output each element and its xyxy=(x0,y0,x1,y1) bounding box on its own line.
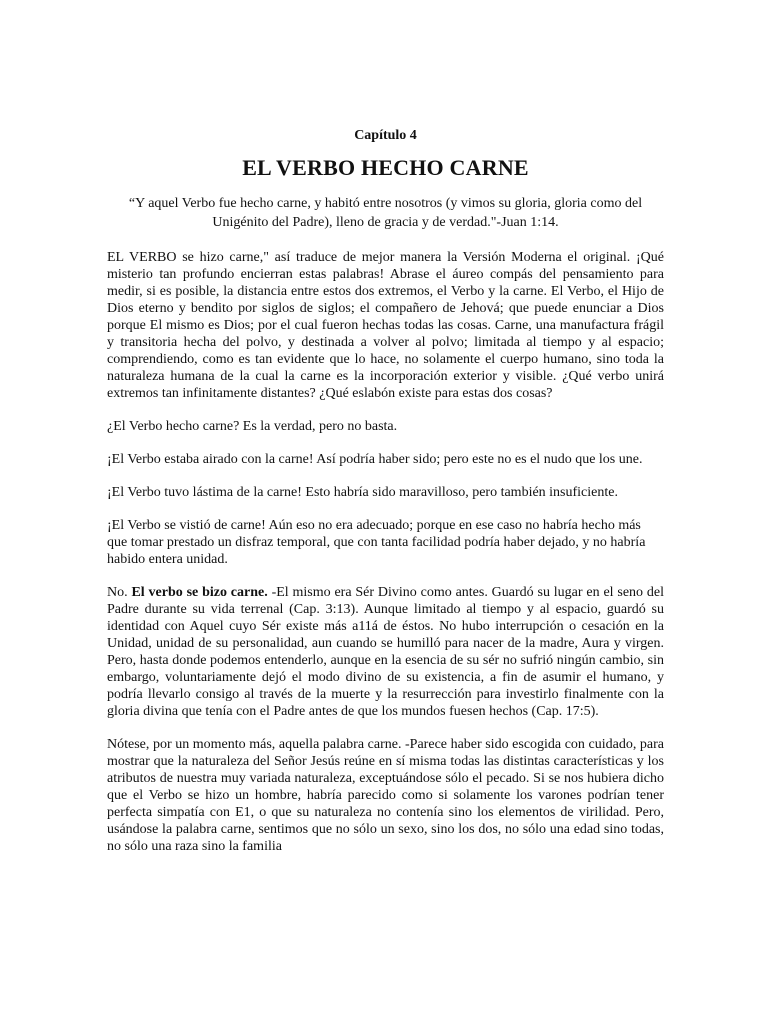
paragraph-6 xyxy=(107,584,664,720)
chapter-heading: Capítulo 4 xyxy=(354,128,417,143)
paragraph-5: ¡El Verbo se vistió de carne! Aún eso no era adecuado; porque en ese caso no habría hecho más que tomar prestado un disfraz temporal, que con tanta facilidad podría haber dejado, y no habría habido entera unidad. xyxy=(107,518,646,567)
paragraph-2: ¿El Verbo hecho carne? Es la verdad, pero no basta. xyxy=(107,419,398,434)
paragraph-6-rest: -El mismo era Sér Divino como antes. Guardó su lugar en el seno del Padre durante su vida terrenal (Cap. 3:13). Aunque limitado al tiempo y al espacio, guardó su identidad con Aquel cuyo Sér existe más a11á de éstos. No hubo interrupción o cesación en la Unidad, unidad de su personalidad, aun cuando se humilló para nacer de la madre, Aura y virgen. Pero, hasta donde podemos entenderlo, aunque en la esencia de su sér no sufrió ningún cambio, sin embargo, voluntariamente dejó el modo divino de su existencia, a fin de asumir el humano, y podría llevarlo consigo al través de la muerte y la resurrección para investirlo finalmente con la gloria divina que tenía con el Padre antes de que los mundos fuesen hechos (Cap. 17:5). xyxy=(107,585,664,719)
paragraph-6-bold: El verbo se bizo carne. xyxy=(131,585,268,600)
epigraph-quote: “Y aquel Verbo fue hecho carne, y habitó entre nosotros (y vimos su gloria, gloria como del Unigénito del Padre), lleno de gracia y de verdad."-Juan 1:14. xyxy=(128,196,643,230)
paragraph-3: ¡El Verbo estaba airado con la carne! Así podría haber sido; pero este no es el nudo que los une. xyxy=(107,452,643,467)
paragraph-6-lead: No. xyxy=(107,585,132,600)
paragraph-4: ¡El Verbo tuvo lástima de la carne! Esto habría sido maravilloso, pero también insuficiente. xyxy=(107,485,618,500)
paragraph-1: EL VERBO se hizo carne," así traduce de mejor manera la Versión Moderna el original. ¡Qué misterio tan profundo encierran estas palabras! Abrase el áureo compás del pensamiento para medir, si es posible, la distancia entre estos dos extremos, el Verbo y la carne. El Verbo, el Hijo de Dios eterno y bendito por siglos de siglos; el compañero de Jehová; que puede enunciar a Dios porque El mismo es Dios; por el cual fueron hechas todas las cosas. Carne, una manufactura frágil y transitoria hecha del polvo, y destinada a volver al polvo; limitada al tiempo y al espacio; comprendiendo, como es tan evidente que lo hace, no solamente el cuerpo humano, sino toda la naturaleza humana de la cual la carne es la incorporación exterior y visible. ¿Qué verbo unirá extremos tan infinitamente distantes? ¿Qué eslabón existe para estas dos cosas? xyxy=(107,250,664,401)
paragraph-7: Nótese, por un momento más, aquella palabra carne. -Parece haber sido escogida con cuidado, para mostrar que la naturaleza del Señor Jesús reúne en sí misma todas las distintas características y los atributos de nuestra muy variada naturaleza, exceptuándose sólo el pecado. Si se nos hubiera dicho que el Verbo se hizo un hombre, habría parecido como si solamente los varones podrían tener perfecta simpatía con E1, o que su naturaleza no contenía sino los elementos de virilidad. Pero, usándose la palabra carne, sentimos que no sólo un sexo, sino los dos, no sólo una edad sino todas, no sólo una raza sino la familia xyxy=(107,737,664,854)
chapter-title: EL VERBO HECHO CARNE xyxy=(242,155,529,180)
